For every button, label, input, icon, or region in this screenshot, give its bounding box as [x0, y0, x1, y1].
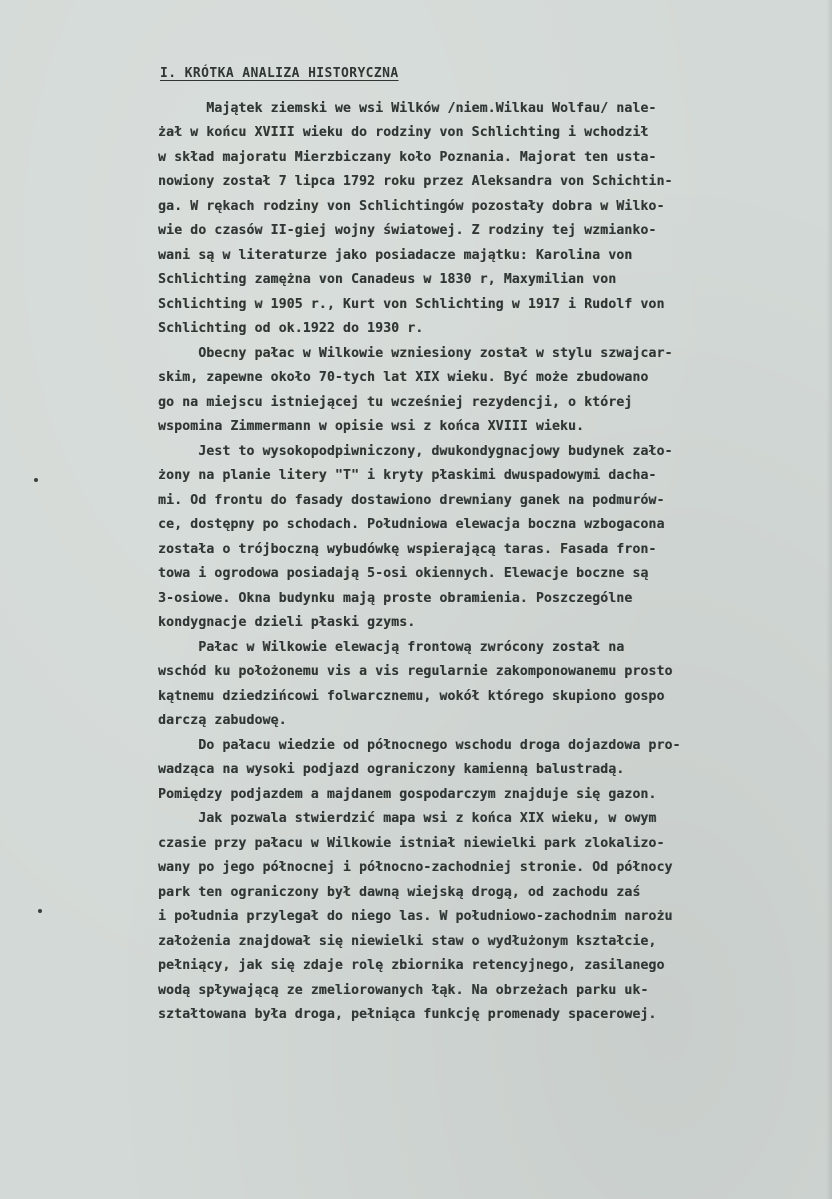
text-line: Obecny pałac w Wilkowie wzniesiony został w stylu szwajcar- [158, 346, 673, 361]
text-line: wadząca na wysoki podjazd ograniczony kamienną balustradą. [158, 762, 625, 777]
text-line: wschód ku położonemu vis a vis regularnie zakomponowanemu prosto [158, 664, 673, 679]
text-line: 3-osiowe. Okna budynku mają proste obramienia. Poszczególne [158, 591, 633, 606]
text-line: wani są w literaturze jako posiadacze majątku: Karolina von [158, 248, 633, 263]
text-line: Jak pozwala stwierdzić mapa wsi z końca XIX wieku, w owym [158, 811, 657, 826]
text-line: wspomina Zimmermann w opisie wsi z końca XVIII wieku. [158, 419, 585, 434]
text-line: darczą zabudowę. [158, 713, 287, 728]
text-line: wany po jego północnej i północno-zachodniej stronie. Od północy [158, 860, 673, 875]
text-line: żony na planie litery "T" i kryty płaskimi dwuspadowymi dacha- [158, 468, 657, 483]
text-line: park ten ograniczony był dawną wiejską drogą, od zachodu zaś [158, 885, 641, 900]
text-line: mi. Od frontu do fasady dostawiono drewniany ganek na podmurów- [158, 493, 665, 508]
text-line: pełniący, jak się zdaje rolę zbiornika retencyjnego, zasilanego [158, 958, 665, 973]
text-line: skim, zapewne około 70-tych lat XIX wieku. Być może zbudowano [158, 370, 649, 385]
text-line: towa i ogrodowa posiadają 5-osi okiennych. Elewacje boczne są [158, 566, 649, 581]
punch-mark [38, 909, 42, 913]
text-line: kątnemu dziedzińcowi folwarcznemu, wokół którego skupiono gospo [158, 689, 665, 704]
text-line: Pomiędzy podjazdem a majdanem gospodarczym znajduje się gazon. [158, 787, 657, 802]
text-line: wie do czasów II-giej wojny światowej. Z rodziny tej wzmianko- [158, 223, 657, 238]
text-line: i południa przylegał do niego las. W południowo-zachodnim narożu [158, 909, 673, 924]
text-line: w skład majoratu Mierzbiczany koło Poznania. Majorat ten usta- [158, 150, 657, 165]
text-line: nowiony został 7 lipca 1792 roku przez Aleksandra von Schichtin- [158, 174, 673, 189]
text-line: Schlichting od ok.1922 do 1930 r. [158, 321, 424, 336]
text-line: żał w końcu XVIII wieku do rodziny von Schlichting i wchodził [158, 125, 649, 140]
punch-mark [34, 478, 38, 482]
text-line: Pałac w Wilkowie elewacją frontową zwrócony został na [158, 640, 625, 655]
text-line: Jest to wysokopodpiwniczony, dwukondygnacjowy budynek zało- [158, 444, 673, 459]
text-line: ga. W rękach rodziny von Schlichtingów pozostały dobra w Wilko- [158, 199, 665, 214]
section-heading: I. KRÓTKA ANALIZA HISTORYCZNA [160, 66, 399, 81]
page-edge-shadow [826, 0, 832, 1199]
text-line: ształtowana była droga, pełniąca funkcję promenady spacerowej. [158, 1007, 657, 1022]
text-line: Do pałacu wiedzie od północnego wschodu droga dojazdowa pro- [158, 738, 681, 753]
text-line: założenia znajdował się niewielki staw o wydłużonym kształcie, [158, 934, 657, 949]
text-line: kondygnacje dzieli płaski gzyms. [158, 615, 416, 630]
text-line: go na miejscu istniejącej tu wcześniej rezydencji, o której [158, 395, 633, 410]
text-line: została o trójboczną wybudówkę wspierającą taras. Fasada fron- [158, 542, 657, 557]
text-line: wodą spływającą ze zmeliorowanych łąk. Na obrzeżach parku uk- [158, 983, 649, 998]
text-line: ce, dostępny po schodach. Południowa elewacja boczna wzbogacona [158, 517, 665, 532]
text-line: Schlichting zamężna von Canadeus w 1830 r, Maxymilian von [158, 272, 617, 287]
text-line: Majątek ziemski we wsi Wilków /niem.Wilkau Wolfau/ nale- [158, 101, 657, 116]
text-line: Schlichting w 1905 r., Kurt von Schlichting w 1917 i Rudolf von [158, 297, 665, 312]
text-line: czasie przy pałacu w Wilkowie istniał niewielki park zlokalizo- [158, 836, 665, 851]
